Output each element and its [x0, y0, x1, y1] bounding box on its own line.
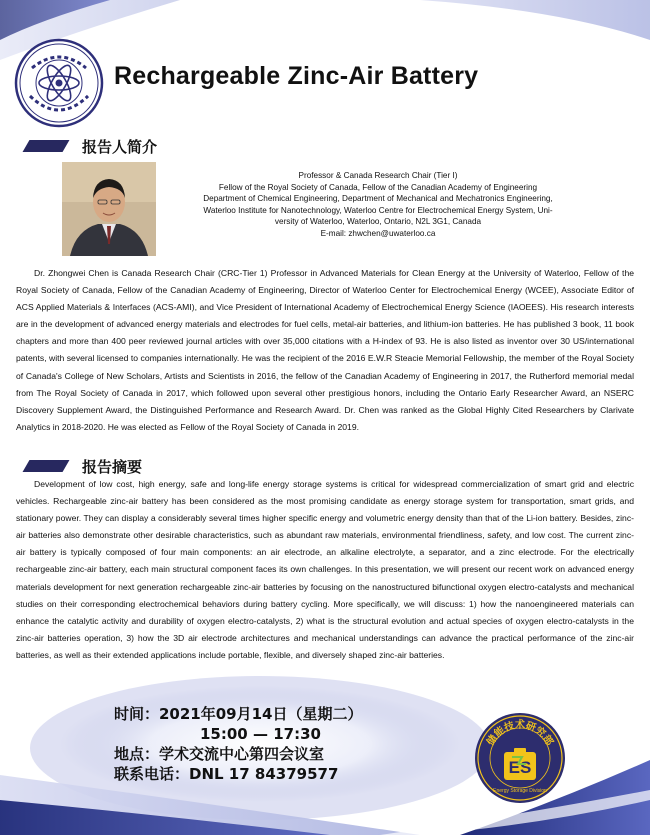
abstract-section-title: 报告摘要	[82, 457, 143, 476]
page-title: Rechargeable Zinc-Air Battery	[114, 62, 479, 90]
institute-seal-icon	[14, 38, 104, 128]
event-time: 15:00 — 17:30	[200, 725, 321, 743]
affiliation-line: Fellow of the Royal Society of Canada, Fellow of the Canadian Academy of Engineering	[218, 182, 538, 192]
affiliation-line: Department of Chemical Engineering, Department of Mechanical and Mechatronics Engineering,	[203, 194, 553, 203]
speaker-photo	[62, 162, 156, 256]
event-location: 地点：学术交流中心第四会议室	[114, 745, 325, 763]
speaker-section-header	[26, 136, 157, 156]
event-date: 时间：2021年09月14日（星期二）	[114, 705, 363, 723]
abstract-section-header	[26, 456, 142, 476]
speaker-section-title: 报告人简介	[82, 137, 158, 156]
section-bar-icon	[23, 140, 70, 152]
affiliation-line: versity of Waterloo, Waterloo, Ontario, N2L 3G1, Canada	[274, 217, 482, 226]
badge-ring-text: 储能技术研究部	[485, 720, 555, 748]
affiliation-line: Waterloo Institute for Nanotechnology, Waterloo Centre for Electrochemical Energy System, Uni-	[203, 205, 553, 215]
speaker-affiliation	[168, 170, 588, 239]
badge-sub-text: Energy Storage Division	[493, 788, 547, 794]
section-bar-icon	[23, 460, 70, 472]
affiliation-line: Professor & Canada Research Chair (Tier I)	[298, 171, 458, 180]
energy-storage-badge-icon	[474, 712, 566, 804]
badge-letters: ES	[508, 758, 532, 777]
abstract-text: Development of low cost, high energy, safe and long-life energy storage systems is critical for widespread commercialization of smart grid and electric vehicles. Rechargeable zinc-air battery has been considered as the most promising candidate as energy storage system for transportation, smart grids, and stationary power. They can display a considerably several times higher specific energy and volumetric energy density than that of the Li-ion battery. Besides, zinc-air batteries also demonstrate other desirable characteristics, such as abundant raw materials, environmental friendliness, safety, and low cost. The current zinc-air battery is typically composed of four main components: an air electrode, an alkaline electrolyte, a separator, and a zinc electrode. For the electrically rechargeable zinc-air battery, each main structural component faces its own challenges. In this presentation, we will present our recent work on advanced energy materials development for next generation rechargeable zinc-air batteries by focusing on the nanostructured bifunctional oxygen electro-catalysts and mechanical studies on their corresponding electrochemical behaviors during battery cycling. More specifically, we will discuss: 1) how the nanoengineered materials can enhance the catalytic activity and durability of oxygen electro-catalysts, 2) what is the structural evolution and actual species of oxygen electro-catalysts in the zinc-air batteries operation, 3) how the 3D air electrode architectures and mechanical understandings can advance the practical performance of the zinc-air batteries, as well as their extended applications include portable, flexible, and diversely shaped zinc-air batteries.	[16, 479, 634, 660]
speaker-bio: Dr. Zhongwei Chen is Canada Research Chair (CRC-Tier 1) Professor in Advanced Materials for Clean Energy at the University of Waterloo, Fellow of the Royal Society of Canada, Fellow of the Canadian Academy of Engineering, Director of Waterloo Center for Electrochemical Energy (WCEE), Associate Editor of ACS Applied Materials & Interfaces (ACS-AMI), and Vice President of International Academy of Electrochemical Energy Science (IAOEES). His research interests are in the development of advanced energy materials and electrodes for fuel cells, metal-air batteries, and lithium-ion batteries. He has published 3 book, 11 book chapters and more than 400 peer reviewed journal articles with over 35,000 citations with a H-index of 93. He is also listed as inventor over 30 US/international patents, with several licensed to companies internationally. He was the recipient of the 2016 E.W.R Steacie Memorial Fellowship, the member of the Royal Society of Canada's College of New Scholars, Artists and Scientists in 2016, the fellow of the Canadian Academy of Engineering in 2017, the Rutherford memorial medal from The Royal Society of Canada in 2017, which followed upon several other prestigious honors, including the Ontario Early Researcher Award, an NSERC Discovery Supplement Award, the Distinguished Performance and Research Award. Dr. Chen was ranked as the Global Highly Cited Researchers by Clarivate Analytics in 2018-2020. He was elected as Fellow of the Royal Society of Canada in 2019.	[16, 268, 634, 432]
event-info	[114, 704, 363, 784]
event-phone: 联系电话：DNL 17 84379577	[114, 765, 339, 783]
speaker-email: E-mail: zhwchen@uwaterloo.ca	[320, 228, 436, 238]
